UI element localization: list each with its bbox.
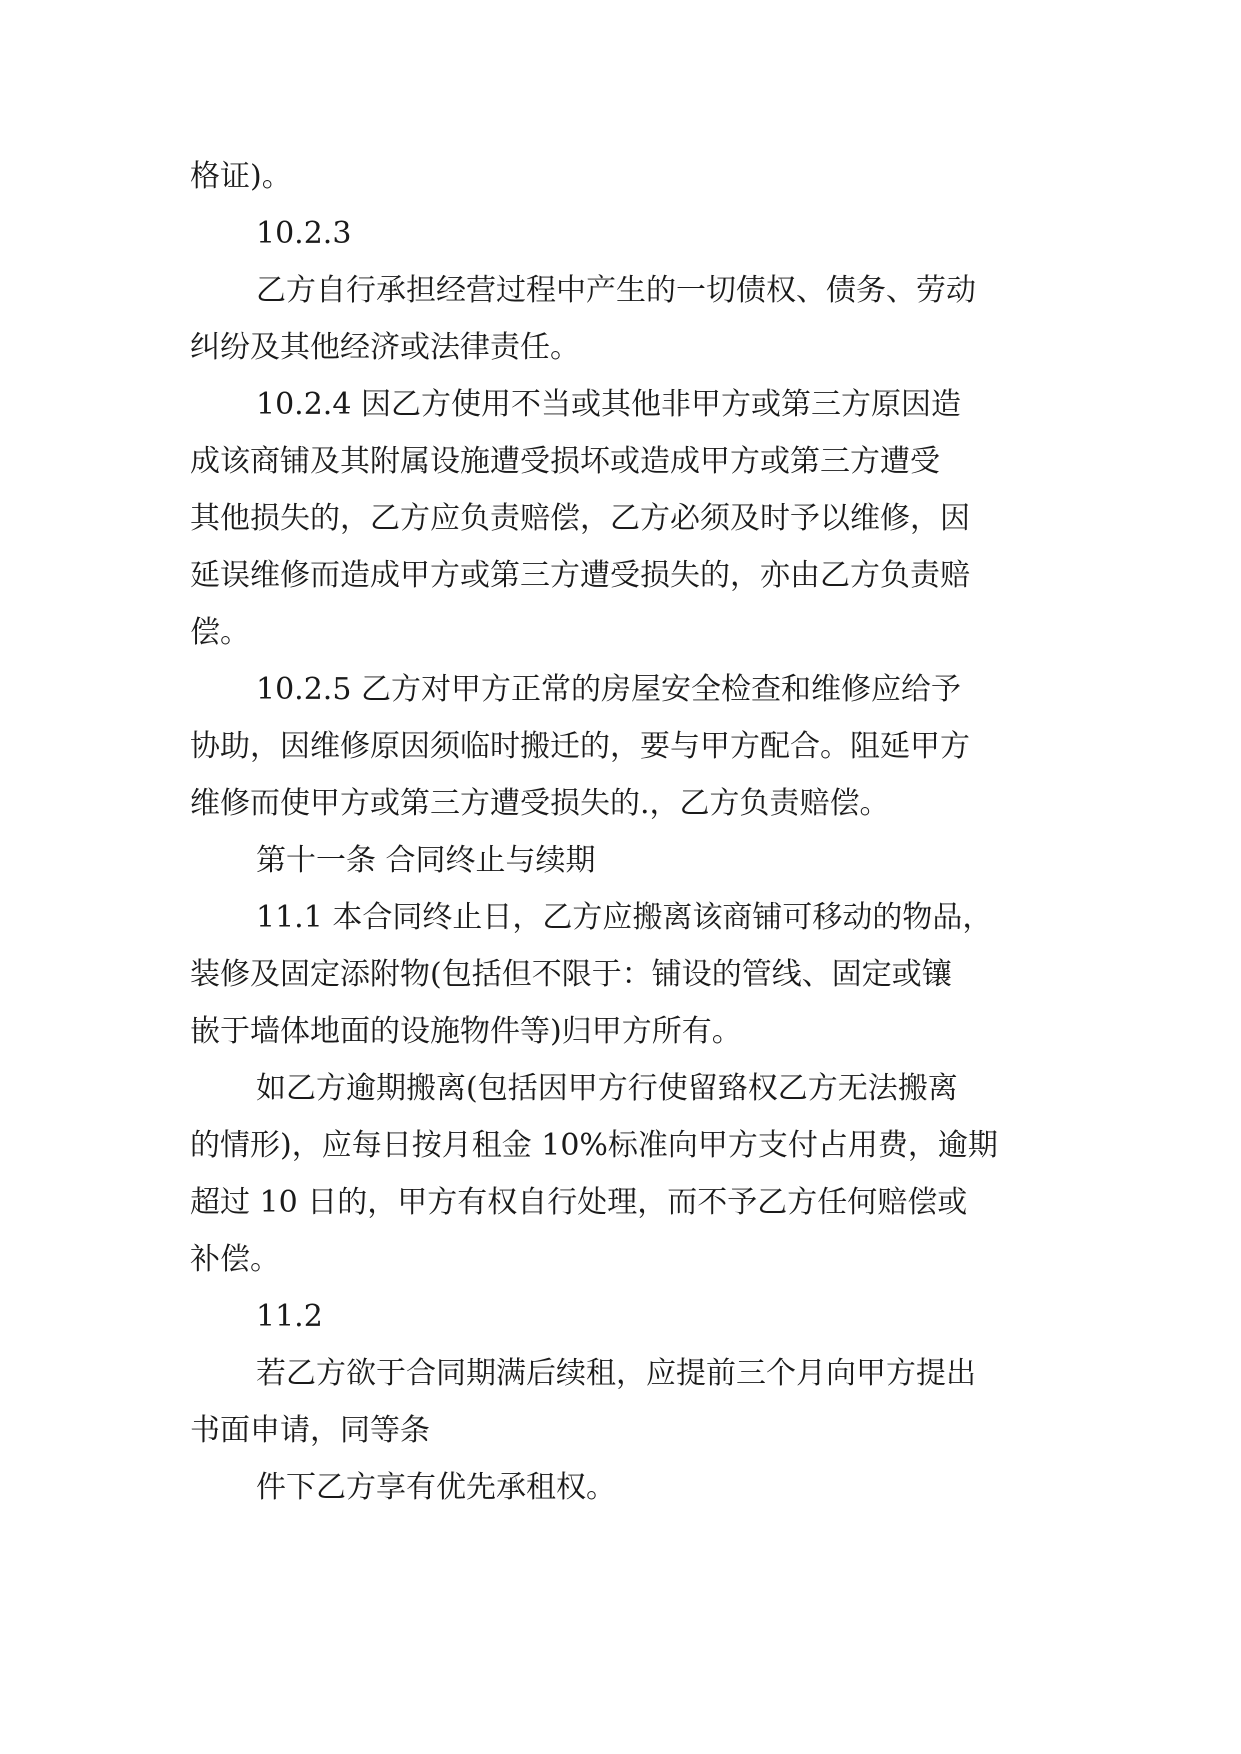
text-line: 格证)。 <box>190 159 292 194</box>
text-line: 协助，因维修原因须临时搬迁的，要与甲方配合。阻延甲方 <box>190 729 970 764</box>
text-line: 超过 10 日的，甲方有权自行处理，而不予乙方任何赔偿或 <box>190 1185 968 1220</box>
text-line: 如乙方逾期搬离(包括因甲方行使留臵权乙方无法搬离 <box>256 1071 958 1106</box>
text-line: 10.2.4 因乙方使用不当或其他非甲方或第三方原因造 <box>256 387 961 422</box>
text-line: 纠纷及其他经济或法律责任。 <box>190 330 580 365</box>
text-line: 其他损失的，乙方应负责赔偿，乙方必须及时予以维修，因 <box>190 501 970 536</box>
clause-number: 11.2 <box>256 1299 323 1334</box>
text-line: 件下乙方享有优先承租权。 <box>256 1470 616 1505</box>
text-line: 11.1 本合同终止日，乙方应搬离该商铺可移动的物品， <box>256 900 993 935</box>
text-line: 延误维修而造成甲方或第三方遭受损失的，亦由乙方负责赔 <box>190 558 970 593</box>
text-line: 嵌于墙体地面的设施物件等)归甲方所有。 <box>190 1014 742 1049</box>
section-heading: 第十一条 合同终止与续期 <box>256 843 596 878</box>
text-line: 乙方自行承担经营过程中产生的一切债权、债务、劳动 <box>256 273 976 308</box>
text-line: 的情形)，应每日按月租金 10%标准向甲方支付占用费，逾期 <box>190 1128 998 1163</box>
text-line: 成该商铺及其附属设施遭受损坏或造成甲方或第三方遭受 <box>190 444 940 479</box>
text-line: 若乙方欲于合同期满后续租，应提前三个月向甲方提出 <box>256 1356 976 1391</box>
clause-number: 10.2.3 <box>256 216 352 251</box>
text-line: 维修而使甲方或第三方遭受损失的.，乙方负责赔偿。 <box>190 786 890 821</box>
text-line: 补偿。 <box>190 1242 280 1277</box>
text-line: 装修及固定添附物(包括但不限于：铺设的管线、固定或镶 <box>190 957 952 992</box>
text-line: 偿。 <box>190 615 250 650</box>
text-line: 书面申请，同等条 <box>190 1413 430 1448</box>
text-line: 10.2.5 乙方对甲方正常的房屋安全检查和维修应给予 <box>256 672 961 707</box>
